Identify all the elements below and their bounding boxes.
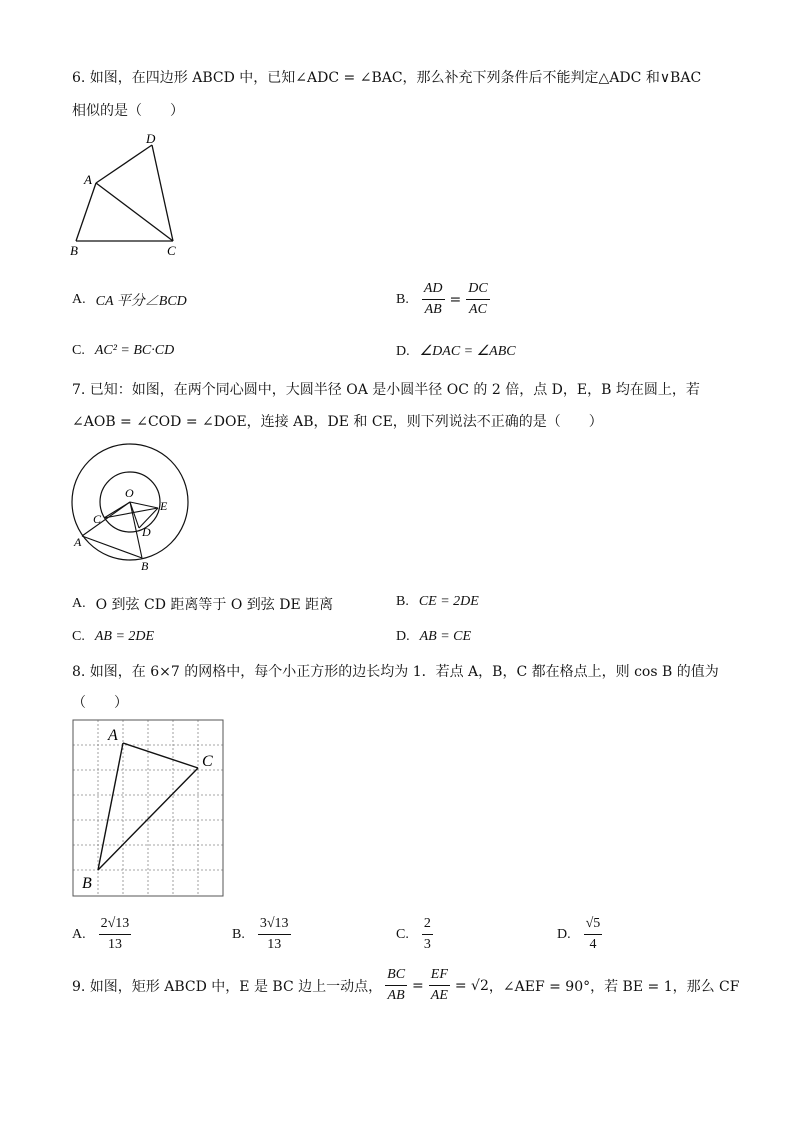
- q6-b-den1: AB: [424, 302, 442, 317]
- q6-label-c: C: [167, 243, 176, 258]
- q6-option-a-text: CA 平分∠BCD: [95, 294, 187, 309]
- q7-option-c-label: C.: [72, 629, 85, 644]
- q9-stem: [72, 966, 739, 1005]
- q8-b-den: 13: [267, 937, 282, 952]
- q8-option-d-label: D.: [557, 926, 571, 942]
- q6-figure: [66, 128, 196, 260]
- q6-option-d-label: D.: [396, 343, 410, 359]
- q8-option-d-frac: [584, 915, 603, 954]
- q8-option-a[interactable]: [72, 915, 134, 954]
- q6-option-d[interactable]: [396, 343, 516, 360]
- q7-stem-line2: ∠AOB = ∠COD = ∠DOE，连接 AB，DE 和 CE，则下列说法不正确的是（ ）: [72, 414, 603, 430]
- q9-f1-num: BC: [385, 966, 407, 986]
- q9-eq1: =: [412, 977, 424, 994]
- q6-label-d: D: [146, 131, 156, 146]
- q8-c-num: 2: [422, 915, 433, 935]
- q8-stem-line2: （ ）: [72, 695, 128, 711]
- q7-option-d-text: AB = CE: [419, 629, 472, 644]
- q6-option-c-text: AC² = BC·CD: [94, 343, 175, 358]
- q7-stem-line1: 7. 已知：如图，在两个同心圆中，大圆半径 OA 是小圆半径 OC 的 2 倍，点 D，E，B 均在圆上，若: [72, 382, 700, 398]
- q8-option-d[interactable]: [557, 915, 605, 954]
- q7-option-b[interactable]: [396, 594, 479, 610]
- q7-label-o: O: [125, 486, 134, 500]
- q6-option-c[interactable]: [72, 343, 174, 359]
- q6-b-eq: =: [449, 291, 462, 308]
- q8-option-b[interactable]: [232, 915, 294, 954]
- q7-option-c-text: AB = 2DE: [94, 629, 155, 644]
- q6-option-c-label: C.: [72, 343, 85, 358]
- q7-label-c: C: [93, 512, 102, 526]
- q8-option-a-label: A.: [72, 926, 86, 942]
- q6-b-num2: DC: [466, 280, 489, 300]
- q7-option-b-label: B.: [396, 594, 409, 609]
- q9-stem-prefix: 9. 如图，矩形 ABCD 中，E 是 BC 边上一动点，: [72, 978, 383, 995]
- q6-label-b: B: [70, 243, 78, 258]
- q7-label-a: A: [74, 535, 82, 549]
- q9-eq2: = √2: [454, 977, 489, 994]
- q8-d-num: √5: [584, 915, 603, 935]
- q7-label-e: E: [160, 499, 168, 513]
- q7-option-a[interactable]: [72, 594, 333, 614]
- q8-label-b: B: [82, 875, 92, 892]
- q8-grid-figure: [70, 718, 230, 900]
- q7-label-d: D: [142, 525, 151, 539]
- q9-frac2: [429, 966, 450, 1005]
- q8-c-den: 3: [423, 937, 431, 952]
- q6-option-d-text: ∠DAC = ∠ABC: [419, 344, 516, 359]
- q6-option-b-frac1: [422, 280, 445, 319]
- q7-option-a-label: A.: [72, 596, 86, 611]
- q8-d-den: 4: [589, 937, 597, 952]
- q8-option-b-frac: [258, 915, 291, 954]
- q7-figure: [66, 440, 196, 575]
- q8-a-num: 2√13: [99, 915, 132, 935]
- q6-label-a: A: [84, 172, 92, 187]
- q8-option-b-label: B.: [232, 926, 245, 942]
- q6-option-b[interactable]: [396, 280, 493, 319]
- q9-stem-suffix: ，∠AEF = 90°，若 BE = 1，那么 CF: [488, 978, 740, 995]
- q6-stem-line1: 6. 如图，在四边形 ABCD 中，已知∠ADC = ∠BAC，那么补充下列条件后不能判定△ADC 和∨BAC: [72, 70, 702, 86]
- q6-option-b-label: B.: [396, 291, 409, 307]
- q7-option-a-text: O 到弦 CD 距离等于 O 到弦 DE 距离: [95, 597, 334, 613]
- q9-f2-num: EF: [429, 966, 450, 986]
- q8-option-c[interactable]: [396, 915, 436, 954]
- q7-label-b: B: [141, 559, 149, 573]
- q9-frac1: [385, 966, 407, 1005]
- q8-a-den: 13: [107, 937, 122, 952]
- q8-option-c-frac: [422, 915, 433, 954]
- q9-f1-den: AB: [387, 988, 405, 1003]
- q6-option-a[interactable]: [72, 290, 187, 310]
- q7-option-d-label: D.: [396, 629, 410, 644]
- q9-f2-den: AE: [430, 988, 448, 1003]
- q7-option-b-text: CE = 2DE: [418, 594, 479, 609]
- q8-option-c-label: C.: [396, 926, 409, 942]
- q6-b-num1: AD: [422, 280, 445, 300]
- q8-option-a-frac: [99, 915, 132, 954]
- q8-b-num: 3√13: [258, 915, 291, 935]
- q6-b-den2: AC: [469, 302, 487, 317]
- q7-option-c[interactable]: [72, 629, 154, 645]
- q6-option-b-frac2: [466, 280, 489, 319]
- q7-option-d[interactable]: [396, 629, 471, 645]
- q6-option-a-label: A.: [72, 292, 86, 307]
- q8-label-c: C: [202, 753, 213, 770]
- q8-stem-line1: 8. 如图，在 6×7 的网格中，每个小正方形的边长均为 1．若点 A，B，C 都在格点上，则 cos B 的值为: [72, 664, 719, 680]
- q6-stem-line2: 相似的是（ ）: [72, 103, 184, 119]
- q8-label-a: A: [108, 727, 118, 744]
